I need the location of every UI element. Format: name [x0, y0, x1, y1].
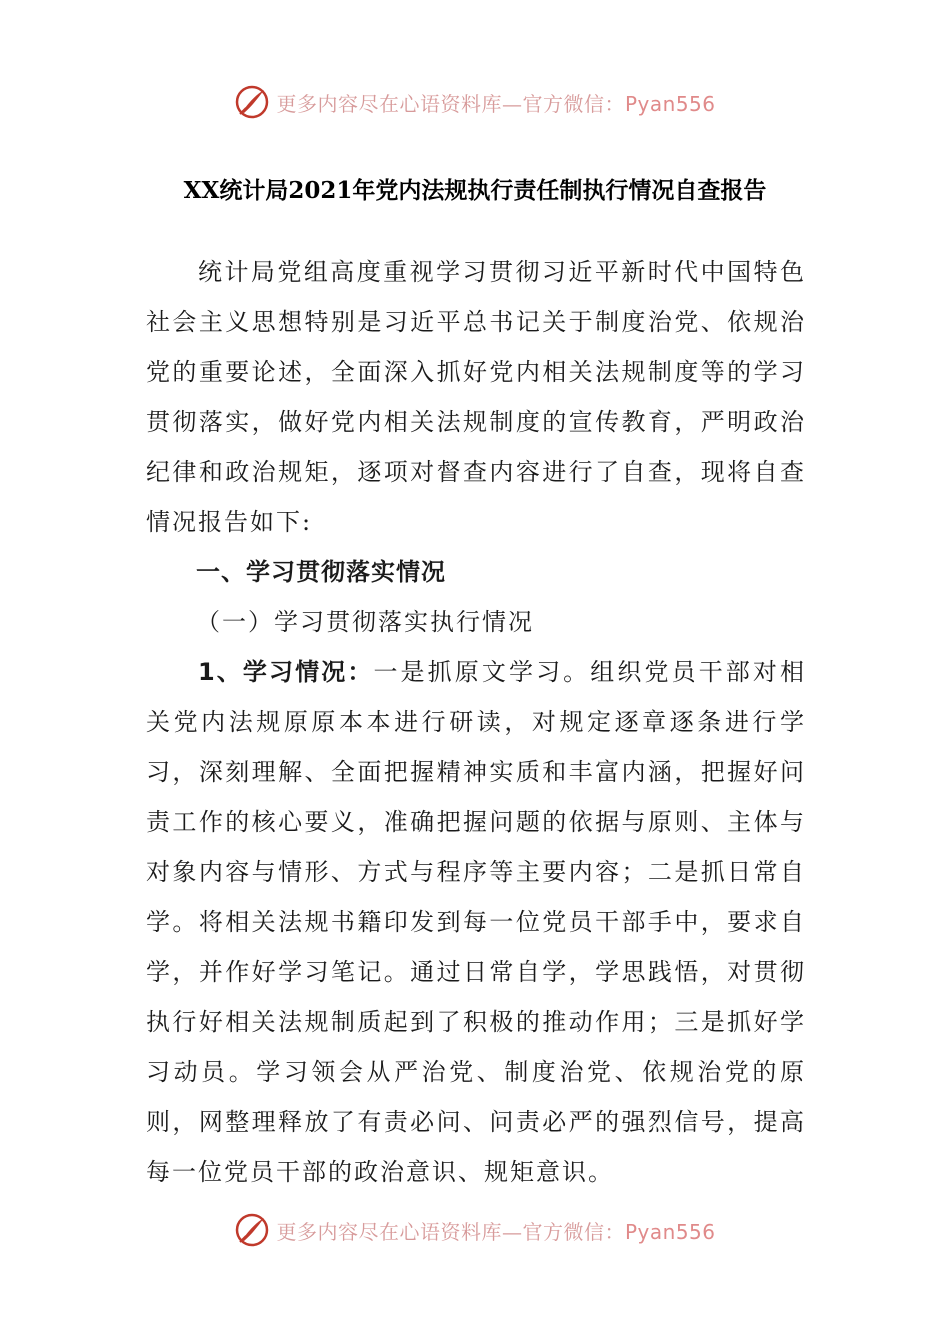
quill-logo-icon	[234, 84, 270, 120]
watermark-text: 更多内容尽在心语资料库—官方微信：Pyan556	[276, 1219, 716, 1244]
section-heading: 一、学习贯彻落实情况	[196, 558, 446, 586]
footer-watermark	[0, 1208, 950, 1252]
quill-logo-icon	[234, 1212, 270, 1248]
intro-paragraph: 统计局党组高度重视学习贯彻习近平新时代中国特色社会主义思想特别是习近平总书记关于制度治党、依规治党的重要论述，全面深入抓好党内相关法规制度等的学习贯彻落实，做好党内相关法规制度的宣传教育，严明政治纪律和政治规矩，逐项对督查内容进行了自查，现将自查情况报告如下:	[146, 258, 806, 536]
item-lead: 1、学习情况：	[198, 658, 374, 686]
document-body	[146, 247, 806, 1197]
subsection-heading: （一）学习贯彻落实执行情况	[196, 608, 534, 636]
header-watermark	[0, 80, 950, 124]
document-title: XX统计局2021年党内法规执行责任制执行情况自查报告	[183, 177, 767, 204]
item-paragraph	[146, 647, 806, 1197]
watermark-text: 更多内容尽在心语资料库—官方微信：Pyan556	[276, 91, 716, 116]
item-text: 一是抓原文学习。组织党员干部对相关党内法规原原本本进行研读，对规定逐章逐条进行学习，深刻理解、全面把握精神实质和丰富内涵，把握好问责工作的核心要义，准确把握问题的依据与原则、主体与对象内容与情形、方式与程序等主要内容；二是抓日常自学。将相关法规书籍印发到每一位党员干部手中，要求自学，并作好学习笔记。通过日常自学，学思践悟，对贯彻执行好相关法规制质起到了积极的推动作用；三是抓好学习动员。学习领会从严治党、制度治党、依规治党的原则，网整理释放了有责必问、问责必严的强烈信号，提高每一位党员干部的政治意识、规矩意识。	[146, 658, 807, 1186]
